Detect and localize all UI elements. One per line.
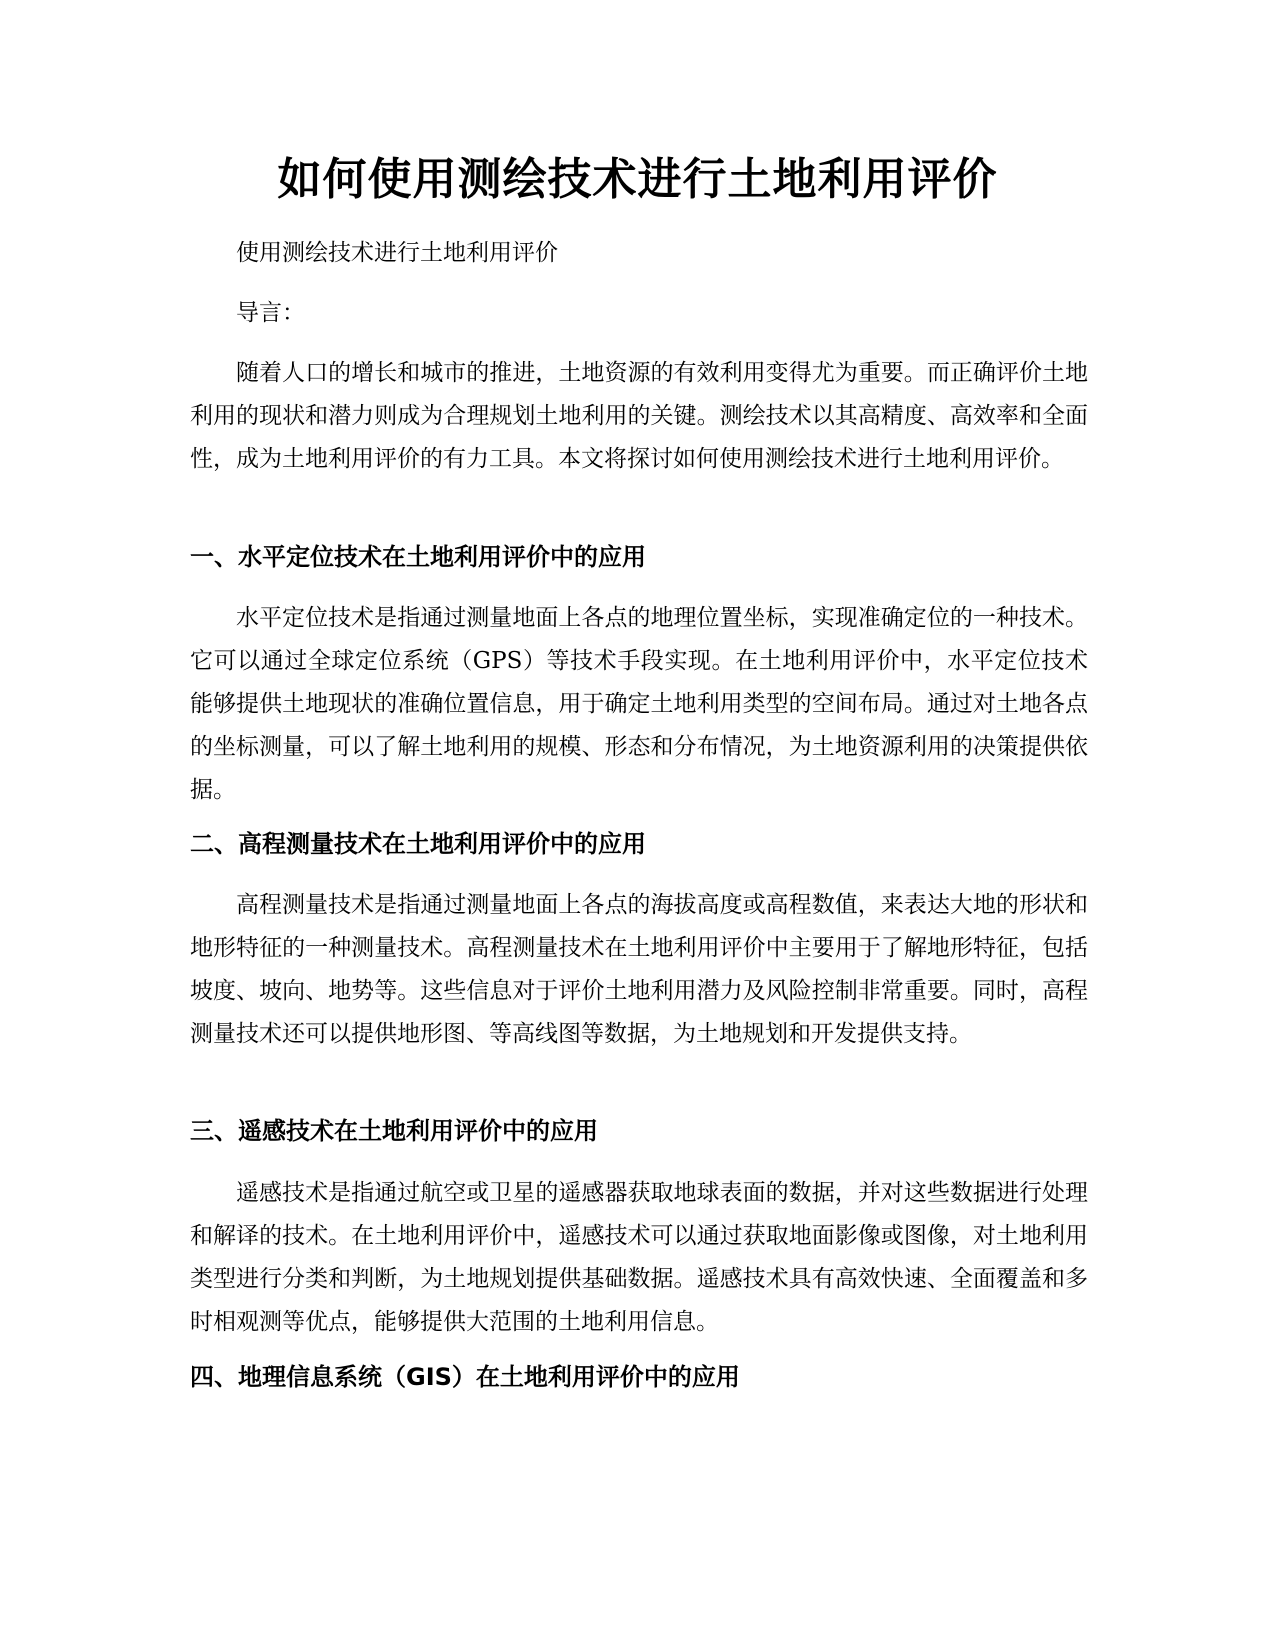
intro-label: 导言： [236, 300, 305, 326]
section-heading-4: 四、地理信息系统（GIS）在土地利用评价中的应用 [190, 1363, 740, 1391]
section-paragraph-2: 高程测量技术是指通过测量地面上各点的海拔高度或高程数值，来表达大地的形状和地形特征的一种测量技术。高程测量技术在土地利用评价中主要用于了解地形特征，包括坡度、坡向、地势等。这些信息对于评价土地利用潜力及风险控制非常重要。同时，高程测量技术还可以提供地形图、等高线图等数据，为土地规划和开发提供支持。 [190, 892, 1088, 1047]
intro-paragraph: 随着人口的增长和城市的推进，土地资源的有效利用变得尤为重要。而正确评价土地利用的现状和潜力则成为合理规划土地利用的关键。测绘技术以其高精度、高效率和全面性，成为土地利用评价的有力工具。本文将探讨如何使用测绘技术进行土地利用评价。 [190, 360, 1088, 472]
document-subtitle: 使用测绘技术进行土地利用评价 [236, 240, 558, 266]
page-title: 如何使用测绘技术进行土地利用评价 [277, 154, 998, 205]
section-heading-3: 三、遥感技术在土地利用评价中的应用 [190, 1117, 598, 1145]
section-heading-2: 二、高程测量技术在土地利用评价中的应用 [190, 830, 646, 858]
section-paragraph-3: 遥感技术是指通过航空或卫星的遥感器获取地球表面的数据，并对这些数据进行处理和解译的技术。在土地利用评价中，遥感技术可以通过获取地面影像或图像，对土地利用类型进行分类和判断，为土地规划提供基础数据。遥感技术具有高效快速、全面覆盖和多时相观测等优点，能够提供大范围的土地利用信息。 [190, 1180, 1088, 1335]
section-paragraph-1: 水平定位技术是指通过测量地面上各点的地理位置坐标，实现准确定位的一种技术。它可以通过全球定位系统（GPS）等技术手段实现。在土地利用评价中，水平定位技术能够提供土地现状的准确位置信息，用于确定土地利用类型的空间布局。通过对土地各点的坐标测量，可以了解土地利用的规模、形态和分布情况，为土地资源利用的决策提供依据。 [190, 605, 1088, 803]
section-heading-1: 一、水平定位技术在土地利用评价中的应用 [190, 543, 646, 571]
